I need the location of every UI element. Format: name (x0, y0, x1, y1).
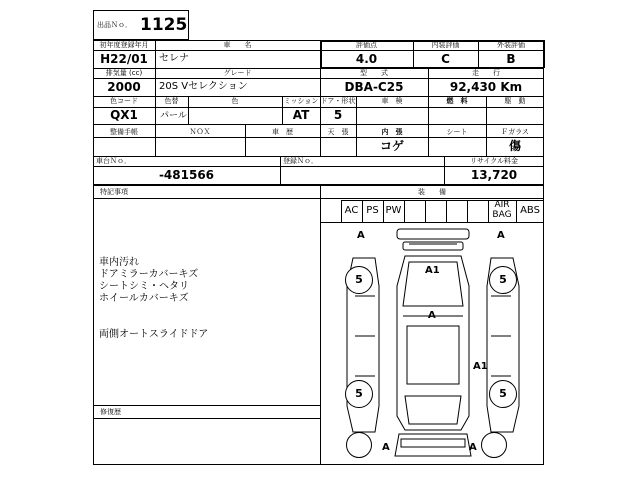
equip-ac: AC (344, 205, 359, 216)
displacement: 2000 (107, 80, 141, 94)
interior-trim-label: 内 張 (381, 128, 403, 136)
note-line: ドアミラーカバーキズ (99, 269, 199, 280)
recycle-fee: 13,720 (470, 168, 518, 182)
mark-bottom-left: A (382, 442, 390, 453)
color-code: QX1 (110, 108, 138, 122)
mark-roof: A (428, 310, 436, 321)
mark-hood: A1 (425, 265, 440, 276)
color-label: 色 (231, 97, 239, 105)
chassis-number: -481566 (158, 168, 215, 182)
grade-label: グレード (223, 69, 252, 77)
color-type: パール (160, 111, 187, 121)
equip-abs: ABS (520, 205, 540, 216)
wheel-front-right: 5 (489, 266, 517, 294)
cc-label: 排気量 (cc) (105, 69, 143, 77)
fuel-label: 燃 料 (446, 97, 468, 105)
mission: AT (292, 108, 310, 122)
inspection-label: 車 検 (381, 97, 403, 105)
chassis-label: 車台Ｎｏ． (96, 157, 131, 165)
mark-top-right: A (497, 230, 505, 241)
mileage: 92,430 Km (449, 80, 523, 94)
year-label: 初年度登録年月 (99, 41, 149, 49)
note-line (99, 305, 208, 317)
interior-grade-label: 内装評価 (431, 41, 460, 49)
lot-number: 1125 (140, 15, 188, 35)
doors: 5 (333, 108, 343, 122)
model-label: 型 式 (360, 69, 388, 77)
score-label: 評価点 (356, 41, 377, 49)
note-line: シートシミ・ヘタリ (99, 281, 189, 292)
equip-ps: PS (366, 205, 379, 216)
wheel-front-left: 5 (345, 266, 373, 294)
car-name: セレナ (159, 53, 189, 64)
score: 4.0 (355, 52, 378, 66)
wheel-rear-right: 5 (489, 380, 517, 408)
nox-label: ＮＯＸ (189, 128, 211, 136)
mileage-label: 走 行 (472, 69, 500, 77)
ceiling-label: 天 張 (327, 128, 349, 136)
notes-label: 特記事項 (100, 188, 128, 196)
equipment-label: 装 備 (418, 188, 446, 196)
wheel-rear-left: 5 (345, 380, 373, 408)
manual-label: 整備手帳 (110, 128, 138, 136)
fglass: 傷 (508, 139, 521, 153)
mark-right-side: A1 (473, 361, 488, 372)
car-name-label: 車 名 (223, 41, 252, 49)
bottom-left-circle (346, 432, 372, 458)
equip-pw: PW (385, 205, 402, 216)
interior-grade: C (441, 52, 450, 66)
lot-number-label: 出品Ｎｏ． (97, 21, 132, 29)
grade: 20S Vセレクション (159, 81, 248, 92)
note-line: ホイールカバーキズ (99, 293, 189, 304)
exterior-grade-label: 外装評価 (497, 41, 525, 49)
model-code: DBA-C25 (344, 80, 404, 94)
bottom-right-circle (481, 432, 507, 458)
mark-bottom-right: A (469, 442, 477, 453)
mark-top-left: A (357, 230, 365, 241)
equip-airbag: AIR BAG (492, 200, 512, 220)
drive-label: 駆 動 (504, 97, 526, 105)
color-code-label: 色コード (110, 97, 138, 105)
note-line: 車内汚れ (99, 257, 139, 268)
mission-label: ミッション (283, 97, 319, 105)
first-registration: H22/01 (100, 52, 148, 66)
history-label: 車 歴 (272, 128, 293, 136)
car-body-diagram (325, 226, 541, 462)
recycle-label: リサイクル料金 (469, 157, 519, 165)
lot-number-box (93, 10, 189, 40)
repair-label: 修復歴 (100, 408, 121, 416)
interior-trim: コゲ (379, 139, 404, 153)
seat-label: シート (446, 128, 468, 136)
notes-list (99, 257, 208, 341)
fglass-label: Ｆガラス (501, 128, 529, 136)
registration-label: 登録Ｎｏ． (283, 157, 318, 165)
exterior-grade: B (506, 52, 516, 66)
doors-label: ドア・形状 (320, 97, 356, 105)
note-line: 両側オートスライドドア (99, 329, 209, 340)
color-type-label: 色替 (164, 97, 179, 105)
